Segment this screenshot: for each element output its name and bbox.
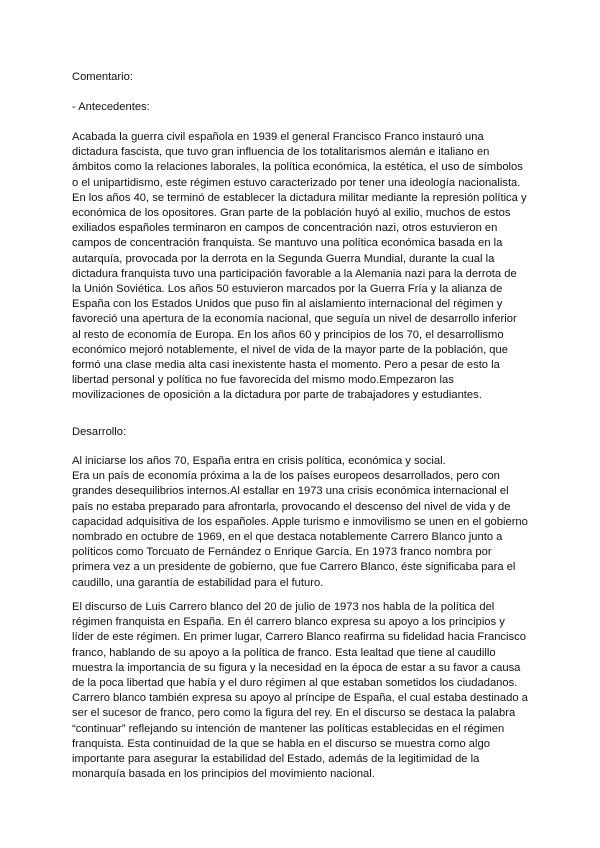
- desarrollo-intro-line: Al iniciarse los años 70, España entra en crisis política, económica y social.: [72, 455, 446, 467]
- desarrollo-paragraph-2-part-a: El discurso de Luis Carrero blanco del 20 de julio de 1973 nos habla de la política del régimen franquista en España. En él carrero blanco expresa su apoyo a los principios y líder de este régimen. En primer lugar, Carrero Blanco reafirma su fidelidad hacia Francisco franco, hablando de su apoyo a la política de franco. Esta lealtad que tiene al caudillo muestra la importancia de su figura y la necesidad en la época de estar a su favor a causa de la poca libertad que había y el duro régimen al que estaban sometidos los ciudadanos.: [72, 601, 526, 690]
- heading-desarrollo: Desarrollo:: [72, 426, 127, 438]
- desarrollo-paragraph-2: [72, 600, 528, 782]
- desarrollo-paragraph-2-part-b: Carrero blanco también expresa su apoyo al príncipe de España, el cual estaba destinado a ser el sucesor de franco, pero como la figura del rey. En el discurso se destaca la palabra “continuar” reflejando su intención de mantener las políticas establecidas en el régimen franquista. Esta continuidad de la que se habla en el discurso se muestra como algo importante para asegurar la estabilidad del Estado, además de la legitimidad de la monarquía basada en los principios del movimiento nacional.: [72, 692, 528, 781]
- heading-comentario: Comentario:: [72, 71, 133, 83]
- desarrollo-paragraph-1-body: Era un país de economía próxima a la de los países europeos desarrollados, pero con grandes desequilibrios internos.Al estallar en 1973 una crisis económica internacional el país no estaba preparado para afrontarla, provocando el descenso del nivel de vida y de capacidad adquisitiva de los españoles. Apple turismo e inmovilismo se unen en el gobierno nombrado en octubre de 1969, en el que destaca notablemente Carrero Blanco junto a políticos como Torcuato de Fernández o Enrique García. En 1973 franco nombra por primera vez a un presidente de gobierno, que fue Carrero Blanco, éste significaba para el caudillo, una garantía de estabilidad para el futuro.: [72, 470, 528, 589]
- antecedentes-paragraph: Acabada la guerra civil española en 1939 el general Francisco Franco instauró una dictadura fascista, que tuvo gran influencia de los totalitarismos alemán e italiano en ámbitos como la relaciones laborales, la política económica, la estética, el uso de símbolos o el unipartidismo, este régimen estuvo caracterizado por tener una ideología nacionalista. En los años 40, se terminó de establecer la dictadura militar mediante la represión política y económica de los opositores. Gran parte de la población huyó al exilio, muchos de estos exiliados españoles terminaron en campos de concentración nazi, otros estuvieron en campos de concentración franquista. Se mantuvo una política económica basada en la autarquía, provocada por la derrota en la Segunda Guerra Mundial, durante la cual la dictadura franquista tuvo una participación favorable a la Alemania nazi para la derrota de la Unión Soviética. Los años 50 estuvieron marcados por la Guerra Fría y la alianza de España con los Estados Unidos que puso fin al aislamiento internacional del régimen y favoreció una apertura de la economía nacional, que seguía un nivel de desarrollo inferior al resto de economía de Europa. En los años 60 y principios de los 70, el desarrollismo económico mejoró notablemente, el nivel de vida de la mayor parte de la población, que formó una clase media alta casi inexistente hasta el momento. Pero a pesar de esto la libertad personal y política no fue favorecida del mismo modo.Empezaron las movilizaciones de oposición a la dictadura por parte de trabajadores y estudiantes.: [72, 131, 527, 402]
- desarrollo-paragraph-1: [72, 454, 528, 591]
- heading-antecedentes: - Antecedentes:: [72, 101, 150, 113]
